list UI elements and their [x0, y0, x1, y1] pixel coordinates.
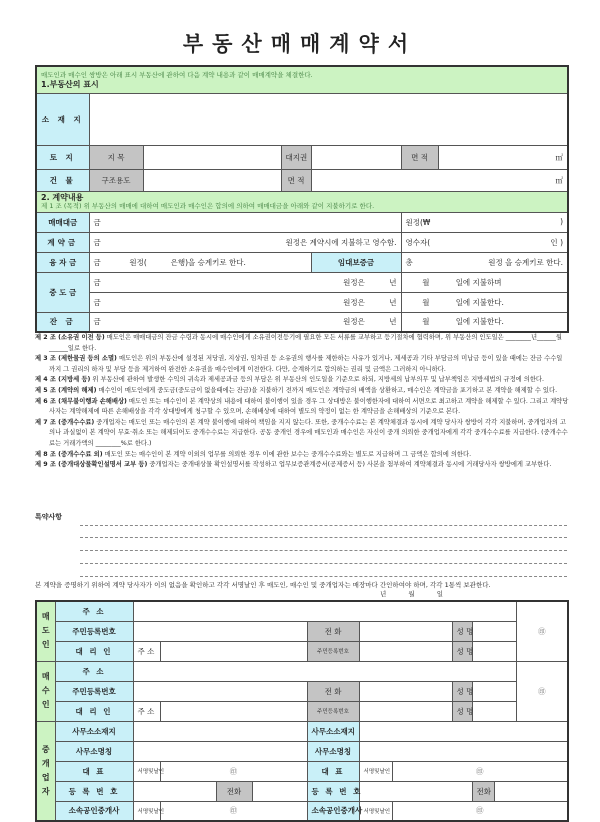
seller-id-label: 주민등록번호 — [55, 621, 133, 641]
special-terms-line[interactable] — [80, 537, 567, 538]
article-head: 제 7 조 (중개수수료) — [35, 418, 95, 426]
article — [35, 386, 570, 397]
broker2-tel-field[interactable] — [494, 781, 568, 801]
lease-text: 원정 을 승계키로 한다. — [488, 257, 563, 267]
broker1-reg-label: 등 록 번 호 — [55, 781, 133, 801]
year: 년 — [389, 297, 397, 307]
buyer-address-field[interactable] — [133, 661, 516, 681]
buyer-agent-id-field[interactable] — [359, 701, 452, 721]
document-title: 부동산매매계약서 — [182, 32, 418, 56]
middle-payment-1-date[interactable] — [401, 272, 568, 292]
contract-date[interactable] — [380, 589, 443, 598]
article — [35, 418, 570, 450]
receiver-field[interactable] — [401, 232, 568, 252]
article-text: 매수인이 매도인에게 중도금(중도금이 없을때에는 잔금)을 지불하기 전까지 매도인은 계약금의 배액을 상환하고, 매수인은 계약금을 포기하고 본 계약을 해제할 수 있다. — [96, 386, 558, 394]
buyer-name-field[interactable] — [472, 681, 516, 701]
special-terms-line[interactable] — [80, 550, 567, 551]
article-text: 위 부동산에 관하여 발생한 수익의 귀속과 제세공과금 등의 부담은 위 부동산의 인도일을 기준으로 하되, 지방세의 납부의무 및 납부책임은 지방세법의 규정에 의한다. — [90, 376, 544, 384]
broker2-office-addr-label: 사무소소재지 — [307, 721, 359, 741]
pay-text: 일에 지불하며 — [455, 277, 502, 287]
won-eun: 원정은 — [343, 297, 365, 307]
month: 월 — [422, 297, 430, 307]
article-text: 매도인은 위의 부동산에 설정된 저당권, 지상권, 임차권 등 소유권의 행사를 제한하는 사유가 있거나, 제세공과 기타 부담금의 미납금 등이 있을 때에는 잔금 수수일 까지 그 권리의 하자 및 부담 등을 제거하여 완전한 소유권을 매수인에게 이전한다. 다만, 승계하기로 합의하는 권리 및 금액은 그러하지 아니하다. — [49, 355, 563, 373]
building-area-label: 면 적 — [281, 169, 311, 191]
lease-deposit-label: 임대보증금 — [311, 252, 401, 272]
building-label: 건 물 — [36, 169, 89, 191]
loan-text: 원정( — [129, 257, 147, 267]
broker-label: 중개업자 — [36, 721, 55, 821]
special-terms-label: 특약사항 — [35, 513, 63, 521]
structure-label: 구조용도 — [89, 169, 143, 191]
seller-agent-address-field[interactable] — [160, 641, 307, 661]
seller-agent-id-field[interactable] — [359, 641, 452, 661]
broker2-affiliated-label: 소속공인중개사 — [307, 801, 359, 821]
article-head: 제 8 조 (중개수수료 외) — [35, 450, 103, 458]
balance-date[interactable] — [401, 312, 568, 332]
won-text: 금 — [93, 237, 101, 247]
land-type-label: 지 목 — [89, 145, 143, 169]
seller-agent-name-label: 성 명 — [452, 641, 472, 661]
structure-field[interactable] — [143, 169, 281, 191]
broker1-rep-label: 대 표 — [55, 761, 133, 781]
buyer-label: 매수인 — [36, 661, 55, 721]
broker1-tel-label: 전화 — [216, 781, 252, 801]
balance-field[interactable] — [89, 312, 401, 332]
seller-address-field[interactable] — [133, 601, 516, 621]
buyer-name-label: 성 명 — [452, 681, 472, 701]
buyer-agent-name-label: 성 명 — [452, 701, 472, 721]
article — [35, 354, 570, 375]
won-text: 금 — [93, 217, 101, 227]
broker2-reg-label: 등 록 번 호 — [307, 781, 359, 801]
won-text: 금 — [93, 297, 101, 307]
loan-label: 융 자 금 — [36, 252, 89, 272]
article-text: 매도인 또는 매수인이 본 계약 이외의 업무를 의뢰한 경우 이에 관한 보수는 중개수수료와는 별도로 지급하며 그 금액은 합의에 의한다. — [102, 450, 472, 458]
article — [35, 333, 570, 354]
article-text: 중개업자는 중개대상물 확인설명서를 작성하고 업무보증관계증서(공제증서 등) 사본을 첨부하여 계약체결과 동시에 거래당사자 쌍방에게 교부한다. — [147, 461, 552, 469]
article-head: 제 2 조 (소유권 이전 등) — [35, 334, 105, 341]
broker1-office-name-label: 사무소명칭 — [55, 741, 133, 761]
deposit-label: 계약금 — [36, 232, 89, 252]
date-year: 년 — [380, 590, 387, 598]
won-eun: 원정은 — [343, 317, 365, 327]
broker2-rep-field[interactable]: ㊞ — [392, 761, 568, 781]
seller-agent-label: 대 리 인 — [55, 641, 133, 661]
sign-seal-label: 서명및날인 — [133, 761, 160, 781]
broker1-affiliated-field[interactable]: ㊞ — [160, 801, 307, 821]
special-terms-line[interactable] — [80, 525, 567, 526]
seller-id-field[interactable] — [133, 621, 307, 641]
seller-label: 매도인 — [36, 601, 55, 661]
special-terms-line[interactable] — [80, 563, 567, 564]
year: 년 — [389, 277, 397, 287]
seller-name-field[interactable] — [472, 621, 516, 641]
deposit-text: 원정은 계약시에 지불하고 영수함. — [285, 237, 397, 247]
paren: ) — [560, 216, 563, 226]
middle-payment-label: 중 도 금 — [36, 272, 89, 312]
buyer-phone-field[interactable] — [359, 681, 452, 701]
agent-address-label: 주 소 — [133, 641, 160, 661]
buyer-id-label: 주민등록번호 — [55, 681, 133, 701]
land-area-field[interactable]: ㎡ — [438, 145, 568, 169]
article — [35, 397, 570, 418]
buyer-id-field[interactable] — [133, 681, 307, 701]
article-head: 제 5 조 (계약의 해제) — [35, 386, 97, 394]
broker2-tel-label: 전화 — [472, 781, 494, 801]
date-month: 월 — [408, 590, 415, 598]
land-right-label: 대지권 — [281, 145, 311, 169]
seller-phone-label: 전 화 — [307, 621, 359, 641]
total-text: 총 — [405, 257, 413, 267]
broker1-affiliated-label: 소속공인중개사 — [55, 801, 133, 821]
lease-deposit-field[interactable] — [401, 252, 568, 272]
closing-text: 본 계약을 증명하기 위하여 계약 당사자가 이의 없음을 확인하고 각각 서명날인 후 매도인, 매수인 및 중개업자는 매장마다 간인하여야 하며, 각각 1통씩 보관한다. — [35, 581, 491, 589]
broker1-reg-field[interactable] — [133, 781, 216, 801]
sign-seal-label: 서명및날인 — [359, 761, 392, 781]
building-area-field[interactable]: ㎡ — [311, 169, 568, 191]
pay-text: 일에 지불한다. — [455, 297, 504, 307]
buyer-agent-name-field[interactable] — [472, 701, 516, 721]
month: 월 — [422, 317, 430, 327]
broker1-office-addr-field[interactable] — [133, 721, 307, 741]
article-head: 제 3 조 (제한물권 등의 소멸) — [35, 355, 117, 363]
loan-text2: 은행)을 승계키로 한다. — [170, 257, 246, 267]
seller-agent-name-field[interactable] — [472, 641, 516, 661]
article-head: 제 9 조 (중개대상물확인설명서 교부 등) — [35, 461, 148, 469]
receiver-text: 영수자( — [405, 237, 431, 247]
article-head: 제 6 조 (채무불이행과 손해배상) — [35, 397, 127, 405]
won-symbol: 원정(₩ — [405, 217, 431, 227]
special-terms-line[interactable] — [80, 576, 567, 577]
won-text: 금 — [93, 277, 101, 287]
middle-payment-2[interactable] — [89, 292, 401, 312]
loan-field[interactable] — [89, 252, 311, 272]
sign-seal-label: 서명및날인 — [133, 801, 160, 821]
year: 년 — [389, 317, 397, 327]
seal-text: 인 — [550, 237, 558, 247]
land-label: 토 지 — [36, 145, 89, 169]
property-contract-table — [35, 65, 569, 333]
buyer-address-label: 주 소 — [55, 661, 133, 681]
seller-address-label: 주 소 — [55, 601, 133, 621]
buyer-agent-label: 대 리 인 — [55, 701, 133, 721]
sale-price-label: 매매대금 — [36, 212, 89, 232]
broker2-rep-label: 대 표 — [307, 761, 359, 781]
agent-address-label: 주 소 — [133, 701, 160, 721]
date-day: 일 — [436, 590, 443, 598]
broker1-office-name-field[interactable] — [133, 741, 307, 761]
buyer-agent-address-field[interactable] — [160, 701, 307, 721]
sign-seal-label: 서명및날인 — [359, 801, 392, 821]
article1: 제 1 조 (목적) 위 부동산의 매매에 대하여 매도인과 매수인은 합의에 의하여 매매대금을 아래와 같이 지불하기로 한다. — [41, 201, 375, 210]
won-text: 금 — [93, 317, 101, 327]
sale-price-numeric[interactable] — [401, 212, 568, 232]
land-area-label: 면 적 — [401, 145, 438, 169]
buyer-seal: ㊞ — [516, 661, 568, 721]
section1-heading: 1.부동산의 표시 — [41, 79, 99, 89]
seller-agent-id-label: 주민등록번호 — [307, 641, 359, 661]
won-text: 금 — [93, 257, 101, 267]
balance-label: 잔 금 — [36, 312, 89, 332]
middle-payment-2-date[interactable] — [401, 292, 568, 312]
intro-text: 매도인과 매수인 쌍방은 아래 표시 부동산에 관하여 다음 계약 내용과 같이 매매계약을 체결한다. — [41, 70, 313, 79]
section2-heading: 2. 계약내용 — [41, 192, 84, 202]
won-eun: 원정은 — [343, 277, 365, 287]
broker1-tel-field[interactable] — [252, 781, 307, 801]
seller-name-label: 성 명 — [452, 621, 472, 641]
sale-price-field[interactable] — [89, 212, 401, 232]
paren: ) — [560, 237, 563, 247]
broker1-rep-field[interactable]: ㊞ — [160, 761, 307, 781]
land-type-field[interactable] — [143, 145, 281, 169]
location-label: 소 재 지 — [36, 93, 89, 145]
seller-seal: ㊞ — [516, 601, 568, 661]
broker1-office-addr-label: 사무소소재지 — [55, 721, 133, 741]
broker2-office-name-field[interactable] — [359, 741, 568, 761]
article-text: 매도인은 매매대금의 잔금 수령과 동시에 매수인에게 소유권이전등기에 필요한 모든 서류를 교부하고 등기절차에 협력하며, 위 부동산의 인도일은 ________년______월______일로 한다. — [49, 334, 563, 352]
middle-payment-1[interactable] — [89, 272, 401, 292]
seller-phone-field[interactable] — [359, 621, 452, 641]
month: 월 — [422, 277, 430, 287]
deposit-field[interactable] — [89, 232, 401, 252]
location-field[interactable] — [89, 93, 568, 145]
broker2-affiliated-field[interactable]: ㊞ — [392, 801, 568, 821]
contract-articles — [35, 333, 570, 471]
article — [35, 450, 570, 461]
article-text: 매도인 또는 매수인이 본 계약상의 내용에 대하여 불이행이 있을 경우 그 상대방은 불이행한자에 대하여 서면으로 최고하고 계약을 해제할 수 있다. 그리고 계약당사자는 계약해제에 따른 손해배상을 각각 상대방에게 청구할 수 있으며, 손해배상에 대하여 별도의 약정이 없는 한 계약금을 손해배상의 기준으로 본다. — [49, 397, 569, 416]
land-right-field[interactable] — [311, 145, 401, 169]
article-head: 제 4 조 (지방세 등) — [35, 376, 91, 384]
buyer-agent-id-label: 주민등록번호 — [307, 701, 359, 721]
pay-text: 일에 지불한다. — [455, 317, 504, 327]
buyer-phone-label: 전 화 — [307, 681, 359, 701]
article — [35, 460, 570, 471]
broker2-office-addr-field[interactable] — [359, 721, 568, 741]
broker2-reg-field[interactable] — [359, 781, 472, 801]
article-text: 중개업자는 매도인 또는 매수인의 본 계약 불이행에 대하여 책임을 지지 않는다. 또한, 중개수수료는 본 계약체결과 동시에 계약 당사자 쌍방이 각각 지불하며, 중개업자의 고의나 과실없이 본 계약이 무효·취소 또는 해제되어도 중개수수료는 지급한다. 공동 중개인 경우에 매도인과 매수인은 자신이 중개 의뢰한 중개업자에게 각각 중개수수료를 지급한다. (중개수수료는 거래가액의 ________%로 한다.) — [49, 418, 568, 447]
article — [35, 375, 570, 386]
parties-table — [35, 600, 569, 822]
broker2-office-name-label: 사무소명칭 — [307, 741, 359, 761]
